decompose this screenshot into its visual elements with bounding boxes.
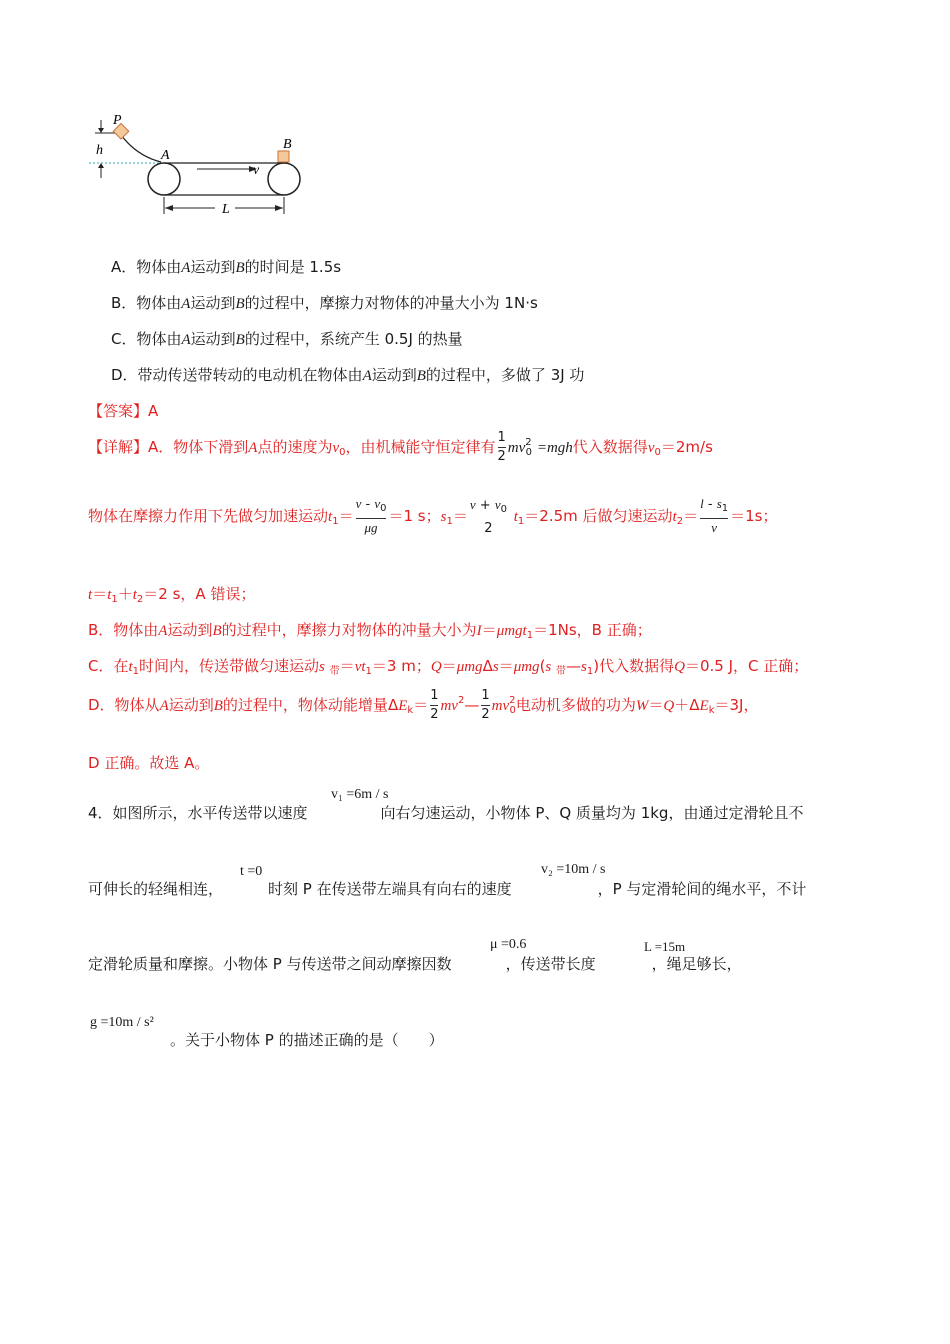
fig-label-L: L xyxy=(222,202,230,217)
fig-label-B: B xyxy=(283,137,292,152)
fig-label-v: v xyxy=(253,163,260,178)
fig-label-A: A xyxy=(161,148,170,163)
math-g: g =10m / s² xyxy=(90,1015,154,1030)
detail-line-1: 【详解】A．物体下滑到A点的速度为$v_0$，由机械能守恒定律有 $\frac{1}{2}$ $mv^2_0 =mgh$代入数据得$v_0=2m/s$ xyxy=(88,430,713,464)
detail-line-5: C．在$t_1$时间内，传送带做匀速运动s $_带=vt_1=3$ m；Q＝μmgΔs＝μmg(s $_带—s_1$)代入数据得Q＝0.5 J，C 正确； xyxy=(88,657,809,677)
q4-line-1: 4．如图所示，水平传送带以速度 向右匀速运动，小物体 P、Q 质量均为 1kg，由通过定滑轮且不 xyxy=(88,804,804,822)
option-b: B．物体由A运动到B的过程中，摩擦力对物体的冲量大小为 1N·s xyxy=(111,294,538,312)
option-c: C．物体由A运动到B的过程中，系统产生 0.5J 的热量 xyxy=(111,330,463,348)
answer-label: 【答案】A xyxy=(88,402,159,420)
fig-label-P: P xyxy=(113,113,122,128)
option-d: D．带动传送带转动的电动机在物体由A运动到B的过程中，多做了 3J 功 xyxy=(111,366,585,384)
math-v2: v₂ =10m / s xyxy=(541,862,606,877)
q4-line-3: 定滑轮质量和摩擦。小物体 P 与传送带之间动摩擦因数 ，传送带长度 ，绳足够长， xyxy=(88,955,742,973)
math-mu: μ =0.6 xyxy=(490,937,527,952)
detail-line-6: D．物体从A运动到B的过程中，物体动能增量$\Delta E_k=$ $\frac{1}{2}$ $mv^2—$ $\frac{1}{2}$ $mv^2_0$电动机多做的功为$W=Q+\Delta E_k=3J$， xyxy=(88,688,759,722)
option-a: A．物体由A运动到B的时间是 1.5s xyxy=(111,258,342,276)
math-v1: v₁ =6m / s xyxy=(331,787,389,802)
detail-line-2: 物体在摩擦力作用下先做匀加速运动$t_1=$ $\frac{v - v_0}{\mu g}$ ＝1 s；$s_1=$ $\frac{v + v_0}{2}$ $t_1=2.5m$ 后做匀速运动$t_2=$ $\frac{l - s_1}{v}$ ＝1s； xyxy=(88,496,778,536)
detail-line-7: D 正确。故选 A。 xyxy=(88,754,210,772)
q4-line-2: 可伸长的轻绳相连， 时刻 P 在传送带左端具有向右的速度 ，P 与定滑轮间的绳水平，不计 xyxy=(88,880,807,898)
math-t0: t =0 xyxy=(240,864,263,879)
q4-line-4: 。关于小物体 P 的描述正确的是（ ） xyxy=(170,1031,444,1049)
detail-line-4: B．物体由A运动到B的过程中，摩擦力对物体的冲量大小为I＝μmgt$_1$＝1Ns，B 正确； xyxy=(88,621,652,641)
math-L: L =15m xyxy=(644,939,686,954)
conveyor-figure xyxy=(85,112,315,222)
fig-label-h: h xyxy=(96,143,103,158)
detail-line-3: $t=t_1+t_2=2$ s，A 错误； xyxy=(88,585,256,605)
